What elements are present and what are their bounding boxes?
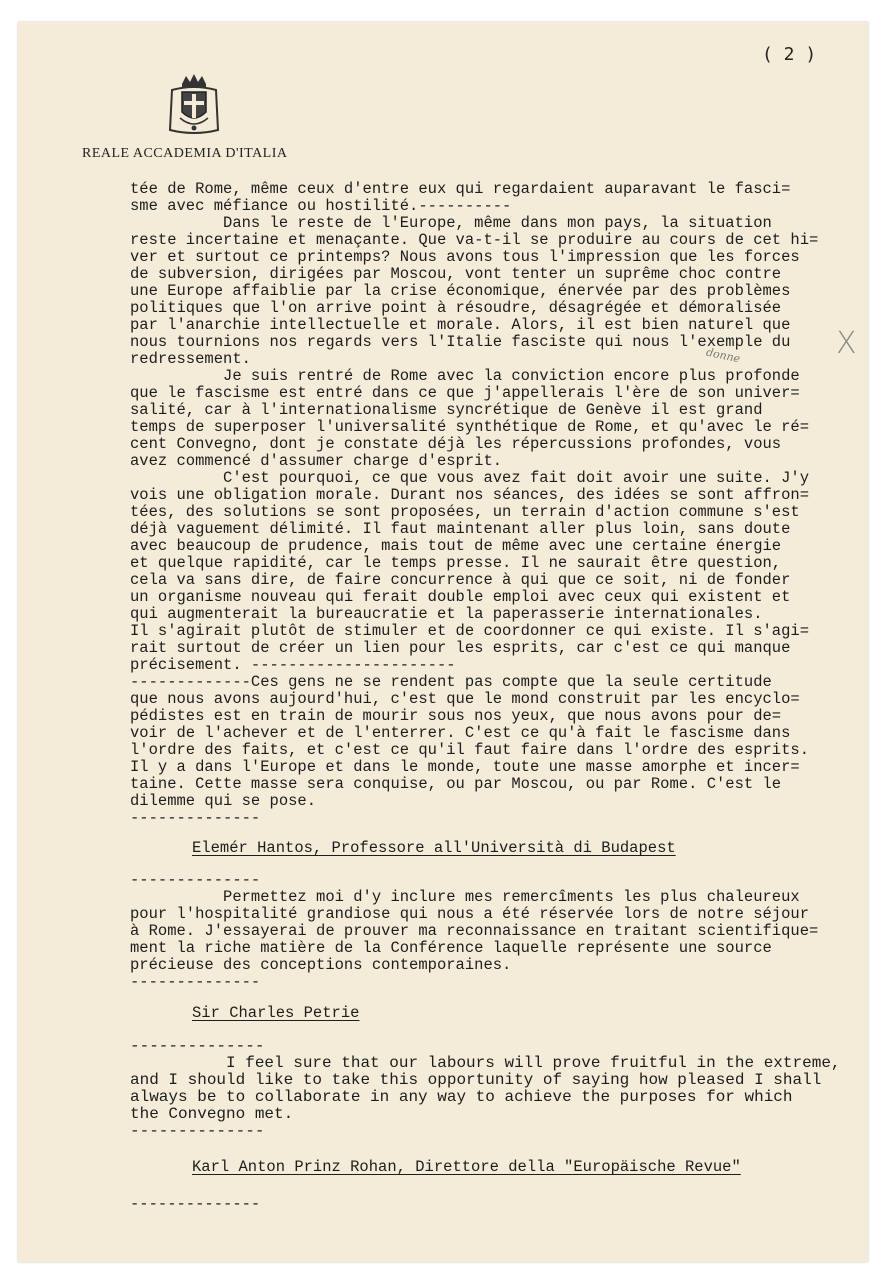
text-line: vois une obligation morale. Durant nos séances, des idées se sont affron= — [130, 486, 810, 504]
text-line: C'est pourquoi, ce que vous avez fait doit avoir une suite. J'y — [130, 469, 810, 487]
text-line: pour l'hospitalité grandiose qui nous a été réservée lors de notre séjour — [130, 905, 810, 923]
text-line: par l'anarchie intellectuelle et morale. Alors, il est bien naturel que — [130, 316, 791, 334]
text-line: -------------Ces gens ne se rendent pas compte que la seule certitude — [130, 673, 772, 691]
text-line: de subversion, dirigées par Moscou, vont tenter un suprême choc contre — [130, 265, 782, 283]
text-line: que nous avons aujourd'hui, c'est que le mond construit par les encyclo= — [130, 690, 800, 708]
text-line: tées, des solutions se sont proposées, un terrain d'action commune s'est — [130, 503, 800, 521]
text-line: Permettez moi d'y inclure mes remercîments les plus chaleureux — [130, 888, 800, 906]
section-heading: Elemér Hantos, Professore all'Università di Budapest — [192, 839, 676, 857]
text-line: taine. Cette masse sera conquise, ou par Moscou, ou par Rome. C'est le — [130, 775, 782, 793]
page-number: ( 2 ) — [762, 44, 817, 65]
text-line: ver et surtout ce printemps? Nous avons tous l'impression que les forces — [130, 248, 800, 266]
text-line: nous tournions nos regards vers l'Italie fasciste qui nous l'exemple du — [130, 333, 791, 351]
margin-x-mark: X — [836, 326, 857, 361]
text-line: Je suis rentré de Rome avec la conviction encore plus profonde — [130, 367, 800, 385]
text-line: que le fascisme est entré dans ce que j'appellerais l'ère de son univer= — [130, 384, 800, 402]
text-line: -------------- — [130, 809, 261, 827]
text-line: reste incertaine et menaçante. Que va-t-il se produire au cours de cet hi= — [130, 231, 819, 249]
text-line: -------------- — [130, 1037, 265, 1055]
section-heading: Sir Charles Petrie — [192, 1004, 360, 1022]
text-line: un organisme nouveau qui ferait double emploi avec ceux qui existent et — [130, 588, 791, 606]
text-line: sme avec méfiance ou hostilité.---------- — [130, 197, 512, 215]
text-line: une Europe affaiblie par la crise économique, énervée par des problèmes — [130, 282, 791, 300]
text-line: politiques que l'on arrive point à résoudre, désagrégée et démoralisée — [130, 299, 782, 317]
text-line: Dans le reste de l'Europe, même dans mon pays, la situation — [130, 214, 772, 232]
section-heading: Karl Anton Prinz Rohan, Direttore della "Europäische Revue" — [192, 1158, 741, 1176]
text-line: et quelque rapidité, car le temps presse. Il ne saurait être question, — [130, 554, 782, 572]
academy-letterhead: REALE ACCADEMIA D'ITALIA — [82, 146, 288, 161]
text-line: cela va sans dire, de faire concurrence à qui que ce soit, ni de fonder — [130, 571, 791, 589]
text-line: cent Convegno, dont je constate déjà les répercussions profondes, vous — [130, 435, 782, 453]
text-line: précieuse des conceptions contemporaines. — [130, 956, 512, 974]
text-line: précisement. ---------------------- — [130, 656, 456, 674]
text-line: I feel sure that our labours will prove fruitful in the extreme, — [130, 1054, 841, 1072]
text-line: ment la riche matière de la Conférence laquelle représente une source — [130, 939, 772, 957]
text-line: voir de l'achever et de l'enterrer. C'est ce qu'à fait le fascisme dans — [130, 724, 791, 742]
text-line: à Rome. J'essayerai de prouver ma reconnaissance en traitant scientifique= — [130, 922, 819, 940]
text-line: Il s'agirait plutôt de stimuler et de coordonner ce qui existe. Il s'agi= — [130, 622, 810, 640]
text-line: the Convegno met. — [130, 1105, 294, 1123]
savoy-crest-icon — [166, 72, 222, 136]
text-line: Il y a dans l'Europe et dans le monde, toute une masse amorphe et incer= — [130, 758, 800, 776]
text-line: dilemme qui se pose. — [130, 792, 317, 810]
text-line: tée de Rome, même ceux d'entre eux qui regardaient auparavant le fasci= — [130, 180, 791, 198]
text-line: rait surtout de créer un lien pour les esprits, car c'est ce qui manque — [130, 639, 791, 657]
text-line: pédistes est en train de mourir sous nos yeux, que nous avons pour de= — [130, 707, 782, 725]
text-line: and I should like to take this opportunity of saying how pleased I shall — [130, 1071, 822, 1089]
text-line: -------------- — [130, 1122, 265, 1140]
text-line: -------------- — [130, 1195, 261, 1213]
text-line: temps de superposer l'universalité synthétique de Rome, et qu'avec le ré= — [130, 418, 810, 436]
text-line: always be to collaborate in any way to achieve the purposes for which — [130, 1088, 793, 1106]
text-line: redressement. — [130, 350, 251, 368]
text-line: l'ordre des faits, et c'est ce qu'il faut faire dans l'ordre des esprits. — [130, 741, 810, 759]
text-line: qui augmenterait la bureaucratie et la paperasserie internationales. — [130, 605, 763, 623]
text-line: avec beaucoup de prudence, mais tout de même avec une certaine énergie — [130, 537, 782, 555]
text-line: -------------- — [130, 871, 261, 889]
handwritten-margin-note: donne — [705, 345, 742, 366]
text-line: avez commencé d'assumer charge d'esprit. — [130, 452, 503, 470]
text-line: -------------- — [130, 973, 261, 991]
text-line: déjà vaguement délimité. Il faut maintenant aller plus loin, sans doute — [130, 520, 791, 538]
text-line: salité, car à l'internationalisme syncrétique de Genève il est grand — [130, 401, 763, 419]
